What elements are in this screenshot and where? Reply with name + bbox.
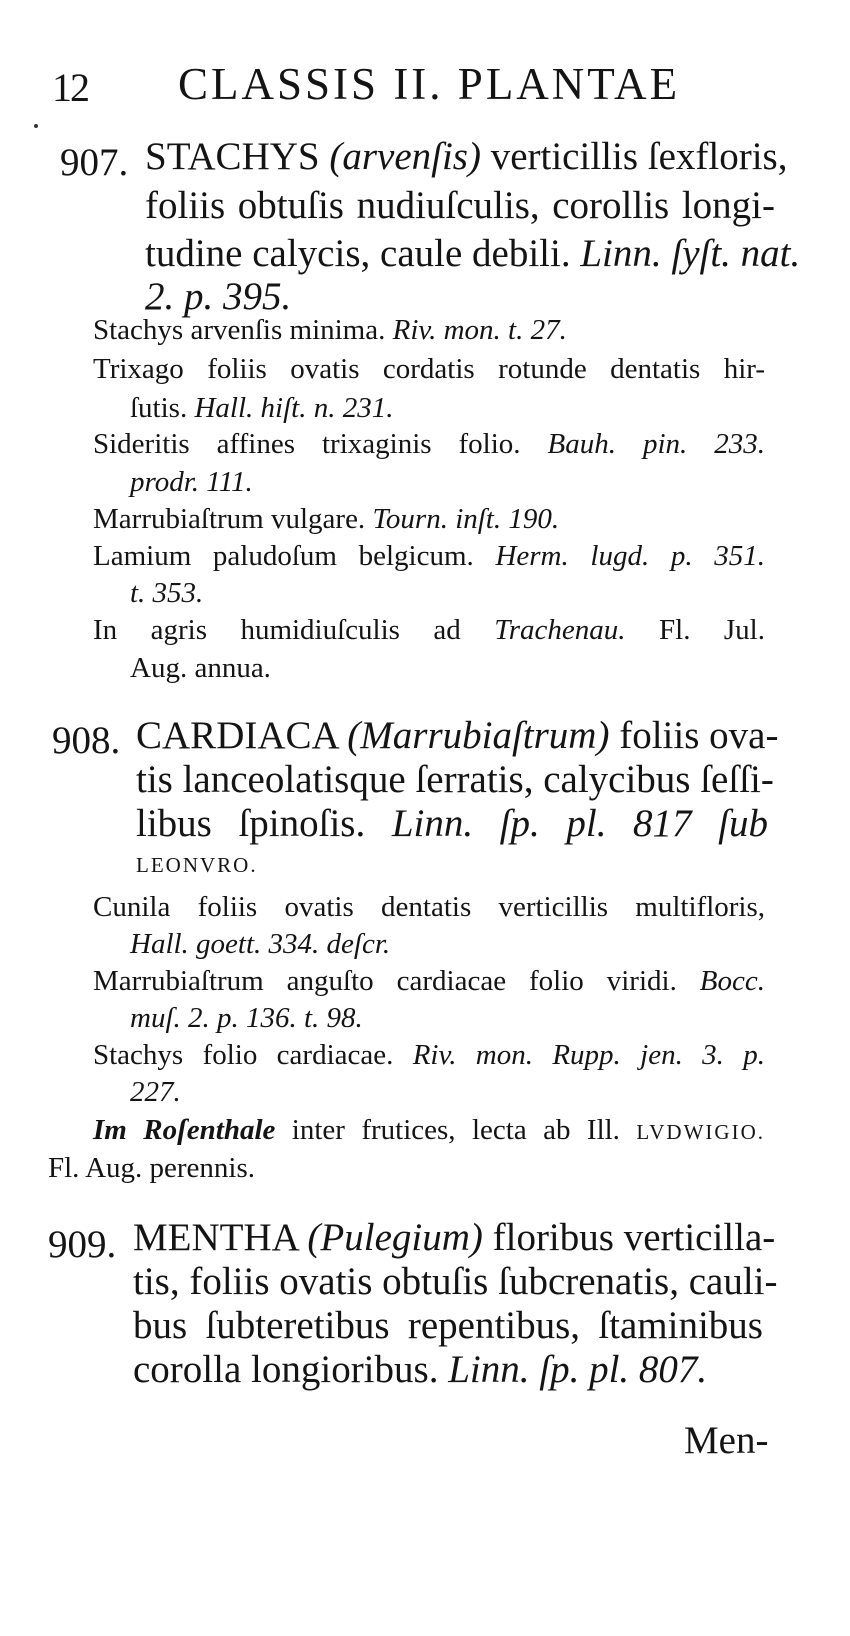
entry-line: LEONVRO. [136,853,258,877]
habitat-line: Aug. annua. [130,652,271,684]
synonym-line: Lamium paludoſum belgicum. Herm. lugd. p. 351. [93,540,765,572]
entry-line: tis, foliis ovatis obtuſis ſubcrenatis, cauli- [133,1260,778,1303]
entry-number: 908. [52,719,121,762]
synonym-line: Trixago foliis ovatis cordatis rotunde dentatis hir- [93,353,765,385]
entry-line: tis lanceolatisque ſerratis, calycibus ſeſſi- [136,758,774,801]
synonym-line: prodr. 111. [130,466,253,498]
synonym-line: ſutis. Hall. hiſt. n. 231. [130,392,394,424]
synonym-line: Cunila foliis ovatis dentatis verticillis multifloris, [93,891,765,923]
synonym-line: Stachys arvenſis minima. Riv. mon. t. 27. [93,314,567,346]
entry-line: MENTHA (Pulegium) floribus verticilla- [133,1216,776,1259]
print-speck [34,124,38,128]
entry-line: bus ſubteretibus repentibus, ſtaminibus [133,1304,763,1347]
synonym-line: Marrubiaſtrum anguſto cardiacae folio viridi. Bocc. [93,965,765,997]
habitat-line: In agris humidiuſculis ad Trachenau. Fl. Jul. [93,614,765,646]
entry-line: libus ſpinoſis. Linn. ſp. pl. 817 ſub [136,802,768,845]
entry-line: STACHYS (arvenſis) verticillis ſexfloris, [145,135,788,178]
synonym-line: Hall. goett. 334. deſcr. [130,928,391,960]
entry-line: corolla longioribus. Linn. ſp. pl. 807. [133,1348,708,1391]
synonym-line: Stachys folio cardiacae. Riv. mon. Rupp. jen. 3. p. [93,1039,766,1071]
catchword: Men- [684,1419,769,1462]
entry-number: 907. [60,141,129,184]
habitat-line: Fl. Aug. perennis. [48,1152,256,1184]
page-number: 12 [52,65,88,110]
synonym-line: Marrubiaſtrum vulgare. Tourn. inſt. 190. [93,503,560,535]
running-title: CLASSIS II. PLANTAE [178,59,681,109]
entry-line: 2. p. 395. [145,275,292,318]
synonym-line: 227. [130,1076,181,1108]
synonym-line: t. 353. [130,577,204,609]
synonym-line: Sideritis affines trixaginis folio. Bauh. pin. 233. [93,428,765,460]
entry-line: foliis obtuſis nudiuſculis, corollis longi- [145,184,775,227]
habitat-line: Im Roſenthale inter frutices, lecta ab Ill. LVDWIGIO. [93,1114,765,1146]
synonym-line: muſ. 2. p. 136. t. 98. [130,1002,363,1034]
entry-line: CARDIACA (Marrubiaſtrum) foliis ova- [136,714,779,757]
entry-number: 909. [48,1223,117,1266]
entry-line: tudine calycis, caule debili. Linn. ſyſt. nat. [145,232,801,275]
